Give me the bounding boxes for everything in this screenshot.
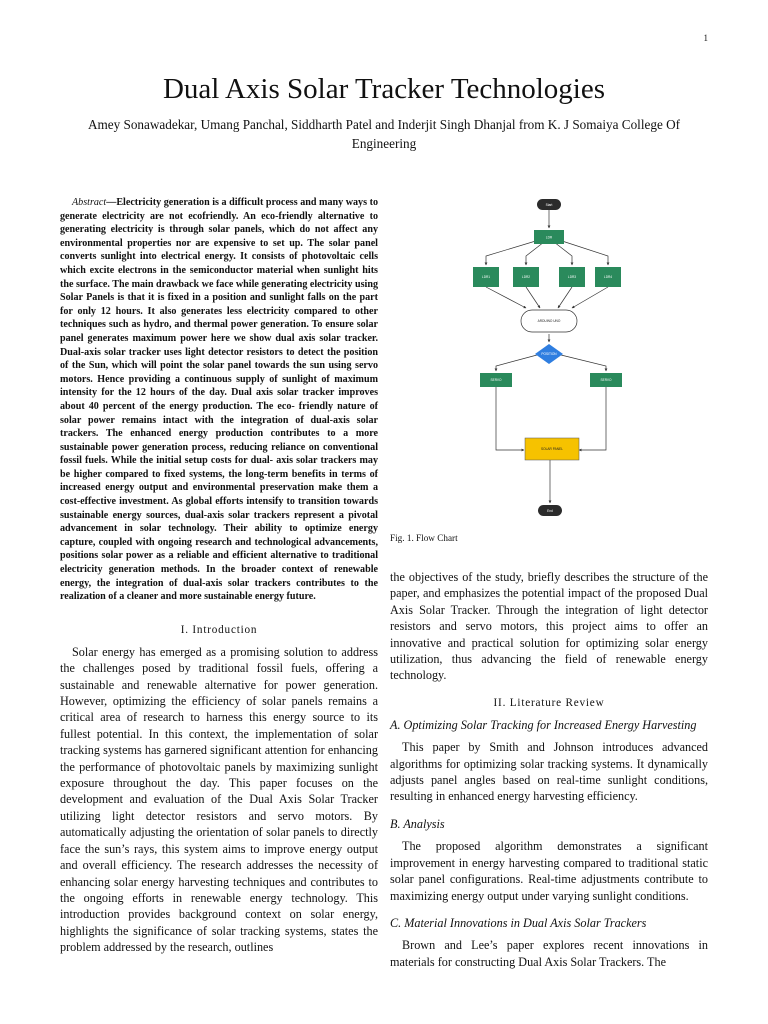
flow-node-ldr3 [559,267,585,287]
flow-node-solar-panel [525,438,579,460]
literature-review-heading: II. Literature Review [493,696,605,709]
svg-text:SERVO: SERVO [490,378,502,383]
flow-node-ldr4 [595,267,621,287]
svg-text:LDR4: LDR4 [603,275,613,279]
right-column [390,569,708,970]
svg-text:Start: Start [545,202,553,207]
svg-text:POSITION: POSITION [541,352,557,357]
subsection-c-text: Brown and Lee’s paper explores recent innovations in materials for constructing Dual Axis Solar Trackers. The [390,938,708,969]
subsection-a-text: This paper by Smith and Johnson introduces advanced algorithms for optimizing solar tracking systems. It dynamically adjusts panel angles based on real-time sunlight conditions, resulting in enhanced energy harvesting efficiency. [390,740,708,804]
subsection-b-heading: B. Analysis [390,816,445,831]
svg-text:LDR3: LDR3 [567,275,577,279]
flow-chart [468,190,630,524]
flow-chart-figure [468,190,630,524]
figure-caption: Fig. 1. Flow Chart [390,533,458,543]
subsection-b-text: The proposed algorithm demonstrates a significant improvement in energy harvesting compared to traditional static solar panel configurations. Real-time adjustments contribute to maximizing energy output under varying sunlight conditions. [390,839,708,903]
paper-title: Dual Axis Solar Tracker Technologies [162,73,606,105]
subsection-a-heading: A. Optimizing Solar Tracking for Increased Energy Harvesting [390,717,697,732]
svg-text:LDR1: LDR1 [481,275,491,279]
flow-node-ldr [534,230,564,244]
svg-text:End: End [547,508,553,513]
introduction-continued: the objectives of the study, briefly describes the structure of the paper, and emphasizes the potential impact of the proposed Dual Axis Solar Tracker. Through the integration of light detector resistors and servo motors, this project aims to offer an innovative and practical solution for optimizing solar energy utilization, thus advancing the field of renewable energy technology. [390,570,708,683]
flow-node-servo-right [590,373,622,387]
abstract-text: —Electricity generation is a difficult process and many ways to generate electricity are not ecofriendly. An eco-friendly alternative to generating electricity is through solar panels, which do not affect any environmental properties nor are expensive to set up. The solar panel converts sunlight into electrical energy. It consists of photovoltaic cells which excite electrons in the semiconductor material when sunlight hits the surface. The main drawback we face while generating electricity using Solar Panels is that it is fixed in a position and sunlight falls on the part for only 12 hours. It also generates less electricity compared to other techniques such as hydro, and thermal power generation. To ensure solar panel generates maximum power here we show dual axis solar tracker. Dual-axis solar tracker uses light detector resistors to detect the position of the Sun, which will point the solar panel towards the sun using servo motors. Hence providing a continuous supply of sunlight of maximum intensity for the 12 hours of the day. Dual axis solar tracker improves about 40 percent of the energy production. The eco- friendly nature of solar power remains intact with the integration of dual-axis solar trackers. The enhanced energy production contributes to a more sustainable power generation process, reducing reliance on conventional fossil fuels. While the initial setup costs for dual- axis solar trackers may be higher compared to fixed systems, the long-term benefits in terms of increased energy output and environmental preservation make them a cost-effective investment. As global efforts intensify to transition towards sustainable energy sources, dual-axis solar trackers represent a pivotal advancement in solar technology. Their ability to optimize energy capture, coupled with ongoing research and technological advancements, positions solar power as a reliable and efficient alternative to traditional electricity generation methods. In the broader context of renewable energy, the integration of dual-axis solar trackers contributes to the realization of a cleaner and more sustainable energy future. [60,197,378,603]
flow-node-servo-left [480,373,512,387]
svg-text:ARDUINO UNO: ARDUINO UNO [537,319,561,323]
subsection-c-heading: C. Material Innovations in Dual Axis Solar Trackers [390,915,647,930]
abstract-label: Abstract [72,197,107,208]
svg-text:LDR: LDR [545,235,553,240]
page-number: 1 [703,33,708,43]
introduction-heading: I. Introduction [180,623,258,636]
author-line: Amey Sonawadekar, Umang Panchal, Siddharth Patel and Inderjit Singh Dhanjal from K. J Somaiya College Of Engineering [87,117,681,151]
left-column [60,196,378,956]
flow-node-ldr2 [513,267,539,287]
flow-node-arduino [521,310,577,332]
svg-text:LDR2: LDR2 [521,275,531,279]
svg-text:SOLAR PANEL: SOLAR PANEL [541,447,563,451]
flow-node-ldr1 [473,267,499,287]
svg-text:SERVO: SERVO [600,378,612,383]
introduction-paragraph: Solar energy has emerged as a promising solution to address the challenges posed by traditional fossil fuels, offering a sustainable and renewable alternative for power generation. However, optimizing the efficiency of solar panels remains a critical area of research to harness this energy source to its fullest potential. In this context, the implementation of solar tracking systems has garnered significant attention for enhancing the performance of photovoltaic panels by maximizing sunlight exposure throughout the day. This paper focuses on the development and evaluation of the Dual Axis Solar Tracker utilizing light detector resistors and servo motors. By automatically adjusting the orientation of solar panels to directly face the sun’s rays, this system aims to improve energy output and overall efficiency. The research addresses the necessity of enhancing solar energy harvesting techniques and contributes to the ongoing efforts in renewable energy technology. This introduction provides background context on solar energy, highlights the significance of solar tracking systems, states the problem addressed by the research, outlines [60,644,378,955]
flow-node-start [537,199,561,210]
abstract [60,196,378,604]
flow-node-end [538,505,562,516]
flow-node-decision [535,344,563,364]
